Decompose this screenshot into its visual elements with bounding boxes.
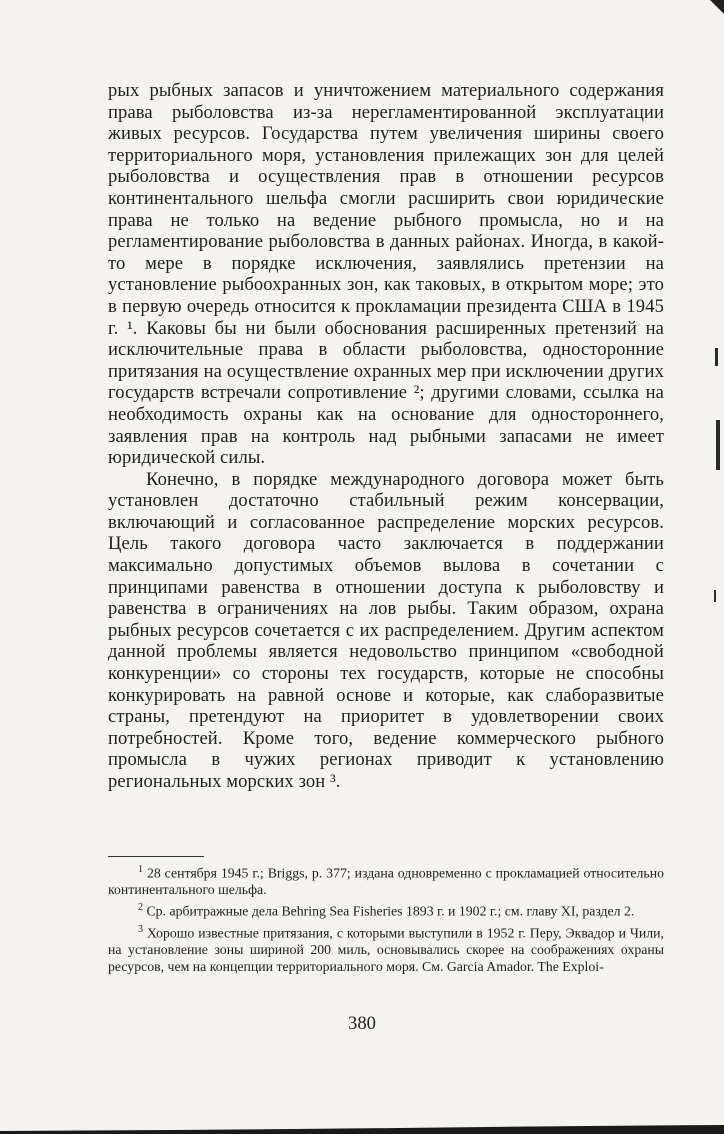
footnote-number: 2 bbox=[138, 902, 143, 914]
footnote-text: Ср. арбитражные дела Behring Sea Fisheries 1893 г. и 1902 г.; см. главу XI, раздел 2. bbox=[146, 904, 635, 919]
footnote-2 bbox=[108, 900, 664, 920]
paragraph-2: Конечно, в порядке международного договора может быть установлен достаточно стабильный режим консервации, включающий и согласованное распределение морских ресурсов. Цель такого договора часто заключается в поддержании максимально допустимых объемов вылова в сочетании с принципами равенства в отношении доступа к рыболовству и равенства в ограничениях на лов рыбы. Таким образом, охрана рыбных ресурсов сочетается с их распределением. Другим аспектом данной проблемы является недовольство принципом «свободной конкуренции» со стороны тех государств, которые не способны конкурировать на равной основе и которые, как слаборазвитые страны, претендуют на приоритет в удовлетворении своих потребностей. Кроме того, ведение коммерческого рыбного промысла в чужих регионах приводит к установлению региональных морских зон ³. bbox=[108, 468, 664, 792]
scan-margin-mark bbox=[716, 420, 720, 470]
footnotes bbox=[108, 862, 664, 975]
footnote-text: 28 сентября 1945 г.; Briggs, p. 377; издана одновременно с прокламацией относительно континентального шельфа. bbox=[108, 865, 664, 897]
footnote-divider bbox=[108, 856, 204, 857]
footnote-3 bbox=[108, 922, 664, 975]
footnote-1 bbox=[108, 862, 664, 898]
page-corner-fold-icon bbox=[710, 0, 724, 14]
footnote-number: 3 bbox=[138, 924, 143, 936]
scan-bottom-edge bbox=[0, 1124, 724, 1134]
footnote-number: 1 bbox=[138, 864, 143, 875]
scan-margin-mark bbox=[715, 348, 718, 366]
scan-margin-mark bbox=[714, 590, 716, 602]
main-text bbox=[108, 80, 664, 793]
paragraph-1: рых рыбных запасов и уничтожением материального содержания права рыболовства из-за нерегламентированной эксплуатации живых ресурсов. Государства путем увеличения ширины своего территориального моря, установления прилежащих зон для целей рыболовства и осуществления прав в отношении ресурсов континентального шельфа смогли расширить свои юридические права не только на ведение рыбного промысла, но и на регламентирование рыболовства в данных районах. Иногда, в какой-то мере в порядке исключения, заявлялись претензии на установление рыбоохранных зон, как таковых, в открытом море; это в первую очередь относится к прокламации президента США в 1945 г. ¹. Каковы бы ни были обоснования расширенных претензий на исключительные права в области рыболовства, односторонние притязания на осуществление охранных мер при исключении других государств встречали сопротивление ²; другими словами, ссылка на необходимость охраны как на основание для одностороннего, заявления прав на контроль над рыбными запасами не имеет юридической силы. bbox=[108, 80, 664, 469]
footnote-text: Хорошо известные притязания, с которыми выступили в 1952 г. Перу, Эквадор и Чили, на установление зоны шириной 200 миль, основывались скорее на соображениях охраны ресурсов, чем на концепции территориального моря. См. Garcia Amador. The Exploi- bbox=[108, 926, 665, 974]
page-number: 380 bbox=[348, 1013, 376, 1034]
